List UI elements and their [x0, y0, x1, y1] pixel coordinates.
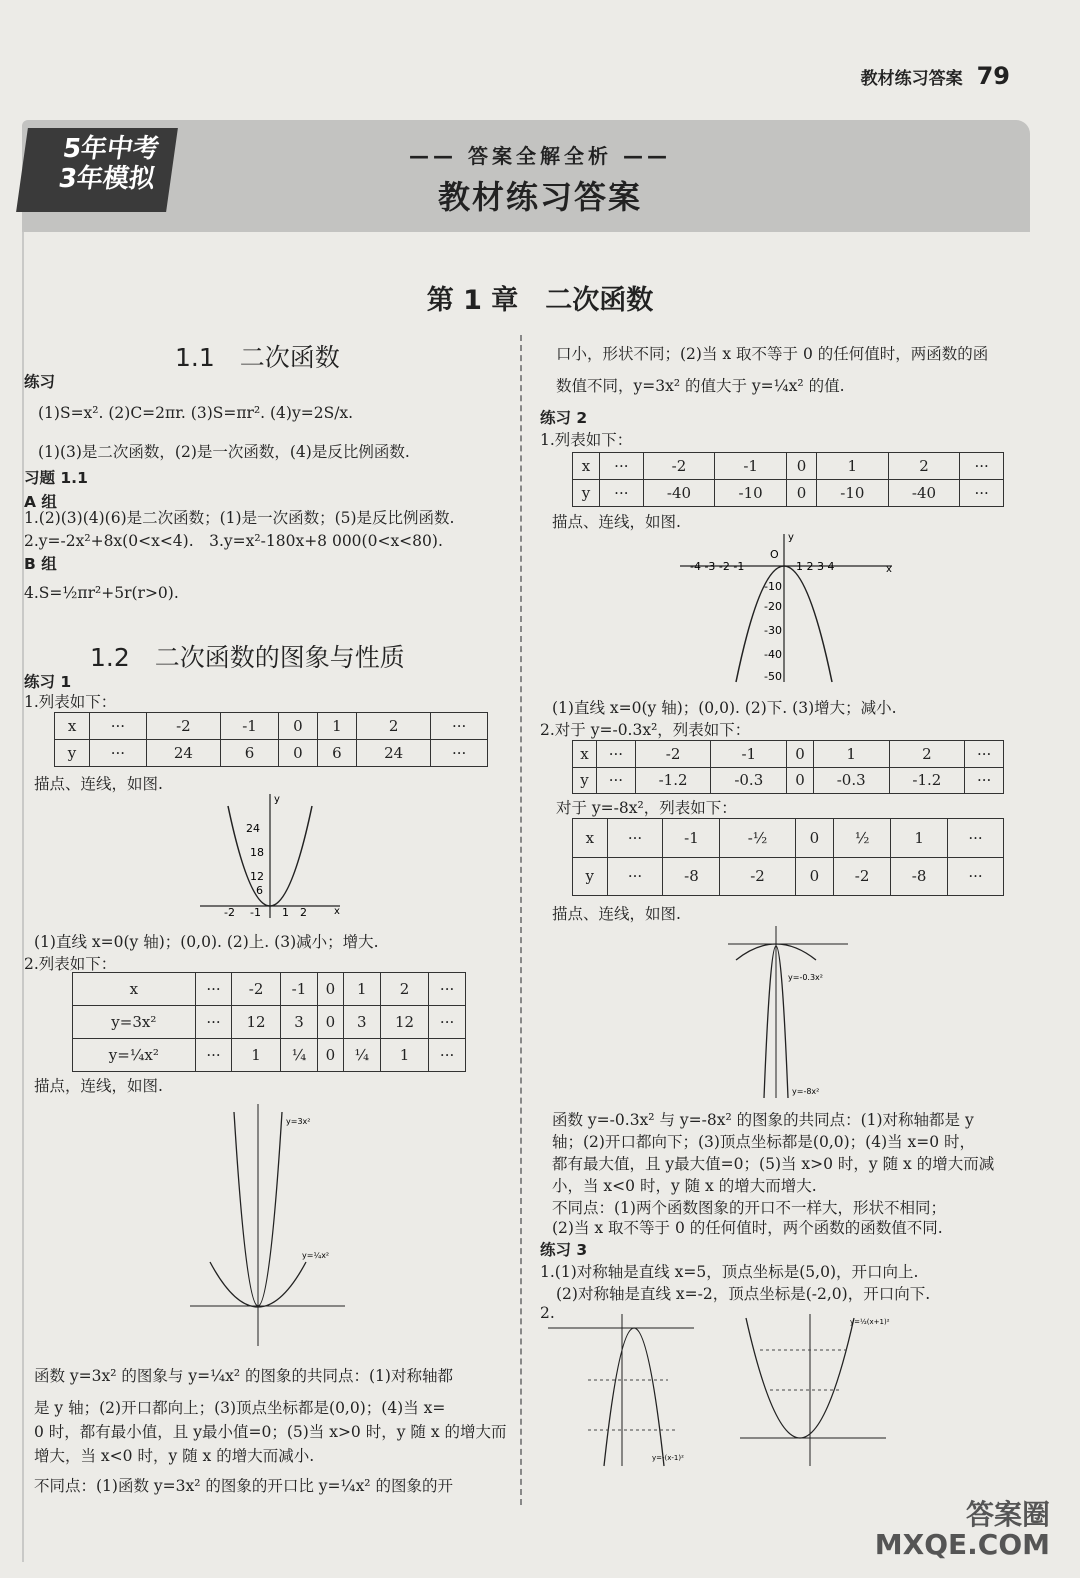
table-cell: x: [55, 713, 90, 740]
table-cell: ···: [948, 857, 1004, 896]
table-cell: ···: [965, 767, 1004, 794]
table-cell: ···: [607, 819, 663, 858]
plot-note: 描点、连线，如图.: [552, 905, 681, 923]
table-cell: 24: [356, 740, 430, 767]
table-cell: x: [573, 741, 597, 768]
answer-line: 1.(1)对称轴是直线 x=5，顶点坐标是(5,0)，开口向上.: [540, 1263, 919, 1281]
table-cell: -1.2: [635, 767, 711, 794]
table-cell: y=¼x²: [73, 1039, 196, 1072]
table-cell: 0: [278, 740, 317, 767]
table-cell: ···: [429, 1039, 466, 1072]
plot-note: 描点、连线，如图.: [552, 513, 681, 531]
table-cell: ···: [90, 740, 147, 767]
table-cell: -0.3: [711, 767, 787, 794]
graph-compare-up: [190, 1100, 350, 1350]
table-cell: 1: [891, 819, 948, 858]
svg-text:-40: -40: [764, 648, 782, 661]
group-a-label: A 组: [24, 493, 57, 511]
table-row: [573, 480, 1004, 507]
table-cell: 0: [786, 453, 816, 480]
section-title-1-1: 1.1 二次函数: [175, 343, 340, 372]
table-cell: 6: [221, 740, 279, 767]
table-cell: ···: [607, 857, 663, 896]
svg-text:-10: -10: [764, 580, 782, 593]
table-cell: -10: [715, 480, 787, 507]
table-cell: ···: [965, 741, 1004, 768]
banner-subtitle: —— 答案全解全析 ——: [409, 144, 671, 168]
table-cell: 0: [318, 973, 343, 1006]
svg-text:1 2 3 4: 1 2 3 4: [796, 560, 835, 573]
table-row: [573, 741, 1004, 768]
table-cell: 1: [813, 741, 889, 768]
paragraph-line: 轴；(2)开口都向下；(3)顶点坐标都是(0,0)；(4)当 x=0 时，: [552, 1133, 976, 1151]
paragraph-line: 数值不同，y=3x² 的值大于 y=¼x² 的值.: [556, 377, 845, 395]
table-cell: 2: [889, 741, 965, 768]
paragraph-line: 0 时，都有最小值，且 y最小值=0；(5)当 x>0 时，y 随 x 的增大而: [34, 1423, 507, 1441]
table-cell: 3: [280, 1006, 318, 1039]
table-cell: -40: [643, 480, 715, 507]
column-divider: [520, 335, 522, 1505]
curve-label: y=3x²: [286, 1117, 311, 1126]
banner-subtitle-text: 答案全解全析: [468, 144, 612, 168]
value-table: [572, 452, 1004, 507]
table-row: [73, 1039, 466, 1072]
table-cell: -2: [232, 973, 280, 1006]
table-cell: -40: [888, 480, 960, 507]
problem-set-label: 习题 1.1: [24, 469, 88, 487]
table-cell: ···: [596, 767, 635, 794]
table-cell: ···: [960, 453, 1004, 480]
graph-y-neg10x2: [680, 530, 900, 690]
svg-text:-1: -1: [250, 906, 261, 919]
paragraph-line: 函数 y=-0.3x² 与 y=-8x² 的图象的共同点：(1)对称轴都是 y: [552, 1111, 974, 1129]
question-line: 2.对于 y=-0.3x²，列表如下：: [540, 721, 751, 739]
table-cell: 1: [380, 1039, 428, 1072]
answer-line: (1)直线 x=0(y 轴)；(0,0). (2)上. (3)减小；增大.: [34, 933, 379, 951]
answer-line: 4.S=½πr²+5r(r>0).: [24, 584, 179, 602]
table-cell: ···: [960, 480, 1004, 507]
table-row: [573, 453, 1004, 480]
svg-text:x: x: [886, 564, 892, 575]
group-b-label: B 组: [24, 555, 57, 573]
svg-text:-2: -2: [224, 906, 235, 919]
table-cell: -1.2: [889, 767, 965, 794]
svg-text:-4 -3 -2 -1: -4 -3 -2 -1: [690, 560, 745, 573]
svg-text:y: y: [788, 532, 794, 543]
table-cell: 12: [380, 1006, 428, 1039]
table-cell: 6: [317, 740, 356, 767]
table-cell: ···: [90, 713, 147, 740]
paragraph-line: 是 y 轴；(2)开口都向上；(3)顶点坐标都是(0,0)；(4)当 x=: [34, 1399, 446, 1417]
paragraph-line: (2)当 x 取不等于 0 的任何值时，两个函数的函数值不同.: [552, 1219, 943, 1237]
svg-text:12: 12: [250, 870, 264, 883]
exercise-line: (1)S=x². (2)C=2πr. (3)S=πr². (4)y=2S/x.: [38, 404, 354, 422]
value-table: [572, 818, 1004, 896]
svg-text:-20: -20: [764, 600, 782, 613]
graph-shift-down: [548, 1310, 698, 1470]
question-line: 1.列表如下：: [24, 693, 117, 711]
table-cell: -2: [720, 857, 795, 896]
graph-shift-left: [740, 1310, 890, 1470]
table-cell: 0: [786, 480, 816, 507]
svg-text:y: y: [274, 794, 280, 805]
paragraph-line: 增大，当 x<0 时，y 随 x 的增大而减小.: [34, 1447, 315, 1465]
table-cell: 0: [318, 1039, 343, 1072]
svg-text:x: x: [334, 906, 340, 917]
table-cell: 0: [318, 1006, 343, 1039]
paragraph-line: 不同点：(1)两个函数图象的开口不一样大，形状不相同；: [552, 1199, 946, 1217]
table-cell: -10: [817, 480, 889, 507]
table-cell: ···: [948, 819, 1004, 858]
table-cell: ···: [600, 480, 644, 507]
svg-text:6: 6: [256, 884, 263, 897]
table-cell: ···: [195, 1006, 232, 1039]
table-cell: 24: [146, 740, 220, 767]
table-cell: 1: [343, 973, 380, 1006]
plot-note: 描点、连线，如图.: [34, 775, 163, 793]
table-cell: -2: [643, 453, 715, 480]
curve-label: y=¼x²: [302, 1251, 330, 1260]
table-row: [573, 857, 1004, 896]
watermark: [875, 1500, 1050, 1560]
table-row: [55, 740, 488, 767]
exercise-label: 练习: [24, 373, 56, 391]
table-cell: ···: [195, 973, 232, 1006]
value-table: [572, 740, 1004, 794]
svg-text:-30: -30: [764, 624, 782, 637]
table-cell: 2: [356, 713, 430, 740]
graph-compare-down: [728, 922, 858, 1102]
table-cell: y=3x²: [73, 1006, 196, 1039]
table-cell: -2: [834, 857, 891, 896]
table-cell: y: [573, 767, 597, 794]
table-cell: 1: [817, 453, 889, 480]
table-cell: x: [573, 819, 608, 858]
exercise-label: 练习 1: [24, 673, 72, 691]
table-cell: ···: [431, 740, 488, 767]
table-cell: x: [573, 453, 600, 480]
table-cell: -1: [221, 713, 279, 740]
table-cell: -1: [280, 973, 318, 1006]
exercise-label: 练习 2: [540, 409, 588, 427]
answer-line: 2.: [540, 1304, 555, 1322]
value-table: [54, 712, 488, 767]
svg-text:24: 24: [246, 822, 260, 835]
logo-line2: 3年模拟: [56, 164, 157, 194]
table-cell: ···: [600, 453, 644, 480]
logo-line1: 5年中考: [60, 134, 162, 164]
paragraph-line: 都有最大值，且 y最大值=0；(5)当 x>0 时，y 随 x 的增大而减: [552, 1155, 995, 1173]
table-cell: ···: [195, 1039, 232, 1072]
svg-text:1: 1: [282, 906, 289, 919]
table-cell: ···: [429, 1006, 466, 1039]
paragraph-line: 函数 y=3x² 的图象与 y=¼x² 的图象的共同点：(1)对称轴都: [34, 1367, 453, 1385]
chapter-title: 第 1 章 二次函数: [426, 285, 654, 316]
table-cell: -8: [891, 857, 948, 896]
exercise-line: (1)(3)是二次函数，(2)是一次函数，(4)是反比例函数.: [38, 443, 410, 461]
answer-line: (2)对称轴是直线 x=-2，顶点坐标是(-2,0)，开口向下.: [556, 1285, 931, 1303]
table-cell: -8: [663, 857, 720, 896]
table-cell: 12: [232, 1006, 280, 1039]
answer-line: 1.(2)(3)(4)(6)是二次函数；(1)是一次函数；(5)是反比例函数.: [24, 509, 455, 527]
page-spine: [22, 232, 24, 1562]
svg-text:2: 2: [300, 906, 307, 919]
table-cell: ···: [429, 973, 466, 1006]
paragraph-line: 口小，形状不同；(2)当 x 取不等于 0 的任何值时，两函数的函: [556, 345, 989, 363]
table-cell: 2: [380, 973, 428, 1006]
plot-note: 描点，连线，如图.: [34, 1077, 163, 1095]
table-cell: ¼: [280, 1039, 318, 1072]
table-cell: 0: [278, 713, 317, 740]
table-cell: 1: [232, 1039, 280, 1072]
table-cell: y: [55, 740, 90, 767]
table-cell: ½: [834, 819, 891, 858]
table-cell: 0: [787, 767, 814, 794]
section-title-1-2: 1.2 二次函数的图象与性质: [90, 643, 405, 672]
table-row: [573, 819, 1004, 858]
paragraph-line: 不同点：(1)函数 y=3x² 的图象的开口比 y=¼x² 的图象的开: [34, 1477, 453, 1495]
curve-label: y=-0.3x²: [788, 973, 823, 982]
curve-label: y=-8x²: [792, 1087, 820, 1096]
table-cell: 0: [795, 819, 833, 858]
watermark-line1: 答案圈: [965, 1498, 1050, 1531]
question-line: 2.列表如下：: [24, 955, 117, 973]
table-cell: ¼: [343, 1039, 380, 1072]
table-cell: -1: [715, 453, 787, 480]
running-title: 教材练习答案: [860, 69, 963, 89]
table-cell: -0.3: [813, 767, 889, 794]
table-cell: -1: [711, 741, 787, 768]
table-cell: x: [73, 973, 196, 1006]
table-cell: 0: [787, 741, 814, 768]
table-cell: ···: [431, 713, 488, 740]
table-cell: -1: [663, 819, 720, 858]
watermark-line2: MXQE.COM: [874, 1528, 1050, 1561]
running-header: [861, 62, 1010, 90]
table-cell: 1: [317, 713, 356, 740]
svg-text:O: O: [770, 548, 779, 561]
banner-title: 教材练习答案: [437, 178, 642, 216]
table-row: [573, 767, 1004, 794]
question-line: 1.列表如下：: [540, 431, 633, 449]
table-row: [73, 1006, 466, 1039]
curve-label: y=-(x-1)²: [652, 1454, 684, 1462]
question-line: 对于 y=-8x²，列表如下：: [556, 799, 737, 817]
curve-label: y=½(x+1)²: [850, 1318, 890, 1326]
table-cell: 2: [888, 453, 960, 480]
table-cell: 3: [343, 1006, 380, 1039]
table-cell: -½: [720, 819, 795, 858]
answer-line: (1)直线 x=0(y 轴)；(0,0). (2)下. (3)增大；减小.: [552, 699, 897, 717]
exercise-label: 练习 3: [540, 1241, 588, 1259]
table-cell: -2: [635, 741, 711, 768]
table-cell: -2: [146, 713, 220, 740]
paragraph-line: 小，当 x<0 时，y 随 x 的增大而增大.: [552, 1177, 817, 1195]
svg-text:18: 18: [250, 846, 264, 859]
table-cell: 0: [795, 857, 833, 896]
svg-text:-50: -50: [764, 670, 782, 683]
answer-line: 2.y=-2x²+8x(0<x<4). 3.y=x²-180x+8 000(0<x<80).: [24, 532, 443, 550]
table-row: [55, 713, 488, 740]
page-number: 79: [976, 62, 1010, 90]
graph-y-3x2: [200, 790, 350, 920]
table-cell: y: [573, 857, 608, 896]
table-row: [73, 973, 466, 1006]
table-cell: ···: [596, 741, 635, 768]
table-cell: y: [573, 480, 600, 507]
value-table: [72, 972, 466, 1072]
